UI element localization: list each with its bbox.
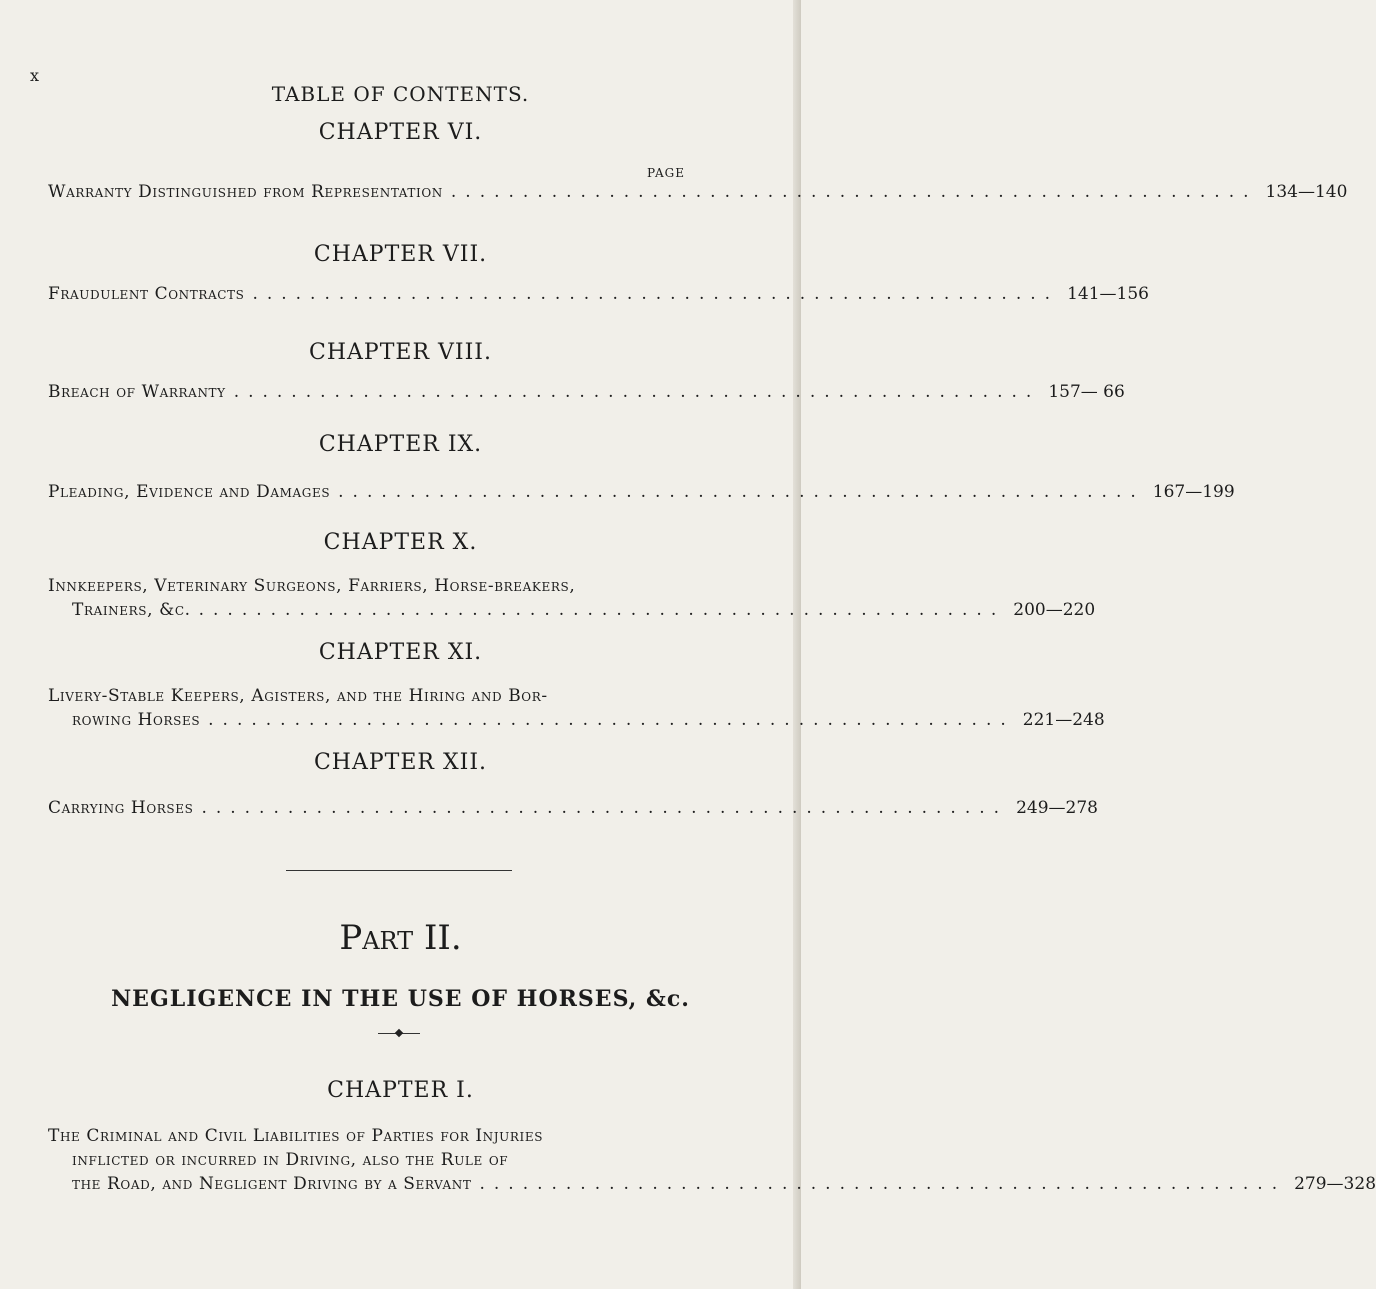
page-column-label: PAGE xyxy=(647,166,685,180)
entry-title: Carrying Horses xyxy=(48,798,194,818)
toc-entry[interactable] xyxy=(48,380,1125,404)
toc-entry[interactable] xyxy=(48,282,1149,306)
page-number-mark: x xyxy=(30,66,40,85)
page-range: 141—156 xyxy=(1067,284,1149,304)
toc-entry[interactable] xyxy=(48,574,1096,622)
ornament-divider xyxy=(378,1030,420,1038)
dot-leaders: ........................................................ xyxy=(450,182,1258,202)
chapter-heading: CHAPTER VI. xyxy=(318,120,483,145)
dot-leaders: ........................................................ xyxy=(233,382,1041,402)
entry-title: Warranty Distinguished from Representation xyxy=(48,182,443,202)
part-subtitle: NEGLIGENCE IN THE USE OF HORSES, &c. xyxy=(111,986,690,1012)
chapter-heading: CHAPTER X. xyxy=(323,530,478,555)
toc-entry[interactable] xyxy=(48,480,1235,504)
page-range: 167—199 xyxy=(1152,482,1235,502)
entry-title: Breach of Warranty xyxy=(48,382,226,402)
chapter-heading: CHAPTER IX. xyxy=(318,432,483,457)
dot-leaders: ........................................................ xyxy=(198,600,1006,620)
page-range: 249—278 xyxy=(1016,798,1098,818)
chapter-heading: CHAPTER VII. xyxy=(313,242,488,267)
dot-leaders: ........................................................ xyxy=(252,284,1060,304)
toc-entry[interactable] xyxy=(48,796,1098,820)
running-head: TABLE OF CONTENTS. xyxy=(271,82,530,106)
chapter-heading: CHAPTER XII. xyxy=(313,750,488,775)
page-range: 157— 66 xyxy=(1048,382,1125,402)
chapter-heading: CHAPTER XI. xyxy=(318,640,483,665)
section-divider xyxy=(286,870,512,871)
chapter-heading: CHAPTER VIII. xyxy=(309,340,492,365)
entry-title-continuation: Trainers, &c. xyxy=(72,600,191,620)
entry-title-continuation: the Road, and Negligent Driving by a Servant xyxy=(72,1174,472,1194)
dot-leaders: ........................................................ xyxy=(208,710,1015,730)
page-range: 279—328 xyxy=(1294,1174,1376,1194)
diamond-icon xyxy=(395,1029,403,1037)
page-range: 134—140 xyxy=(1265,182,1348,202)
toc-entry[interactable] xyxy=(48,1124,1376,1196)
entry-title-continuation: rowing Horses xyxy=(72,710,201,730)
entry-title: Livery-Stable Keepers, Agisters, and the Hiring and Bor- xyxy=(48,686,548,706)
entry-title-continuation: inflicted or incurred in Driving, also the Rule of xyxy=(72,1150,509,1170)
page-range: 221—248 xyxy=(1022,710,1105,730)
entry-title: Pleading, Evidence and Damages xyxy=(48,482,331,502)
chapter-heading: CHAPTER I. xyxy=(327,1078,474,1103)
entry-title: Innkeepers, Veterinary Surgeons, Farriers, Horse-breakers, xyxy=(48,576,576,596)
entry-title: The Criminal and Civil Liabilities of Parties for Injuries xyxy=(48,1126,544,1146)
toc-entry[interactable] xyxy=(48,684,1105,732)
dot-leaders: ........................................................ xyxy=(201,798,1009,818)
page-range: 200—220 xyxy=(1013,600,1096,620)
dot-leaders: ........................................................ xyxy=(479,1174,1287,1194)
toc-entry[interactable] xyxy=(48,180,1348,204)
entry-title: Fraudulent Contracts xyxy=(48,284,245,304)
dot-leaders: ........................................................ xyxy=(338,482,1145,502)
part-title: Part II. xyxy=(339,918,462,958)
